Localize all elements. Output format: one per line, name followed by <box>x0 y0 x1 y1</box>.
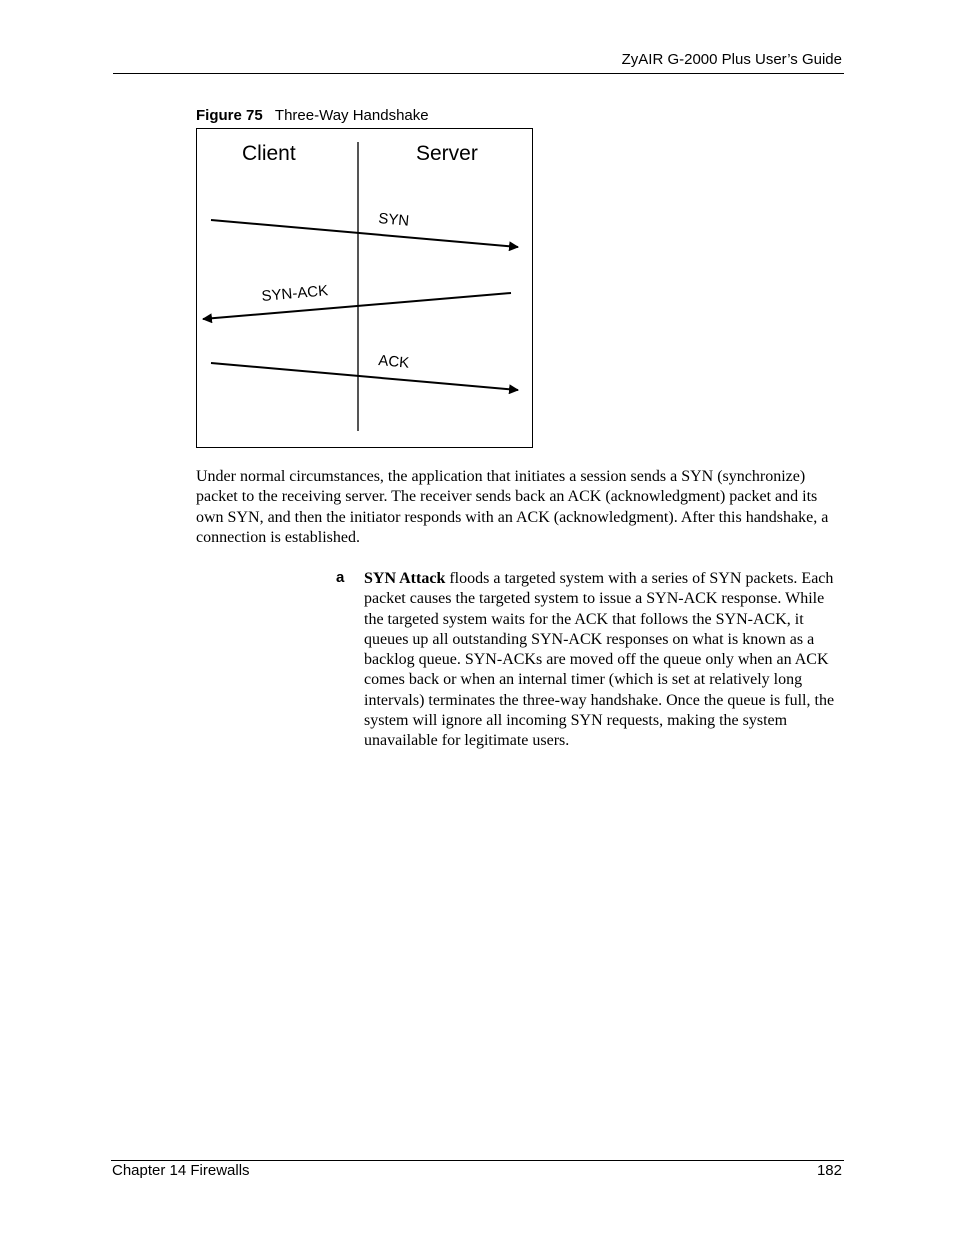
list-item-term: SYN Attack <box>364 570 446 587</box>
footer-page-number: 182 <box>816 1162 842 1179</box>
list-item-description: floods a targeted system with a series of SYN packets. Each packet causes the targeted system to issue a SYN-ACK response. While the targeted system waits for the ACK that follows the SYN-ACK, it queues up all outstanding SYN-ACK responses on what is known as a backlog queue. SYN-ACKs are moved off the queue only when an ACK comes back or when an internal timer (which is set at relatively long intervals) terminates the three-way handshake. Once the queue is full, the system will ignore all incoming SYN requests, making the system unavailable for legitimate users. <box>364 570 835 750</box>
client-label: Client <box>242 142 296 165</box>
figure-title: Three-Way Handshake <box>274 107 429 124</box>
syn-ack-label: SYN-ACK <box>260 282 329 305</box>
header-rule <box>113 73 844 74</box>
handshake-diagram-svg <box>197 129 532 447</box>
body-paragraph: Under normal circumstances, the application that initiates a session sends a SYN (synchronize) packet to the receiving server. The receiver sends back an ACK (acknowledgment) packet and its own SYN, and then the initiator responds with an ACK (acknowledgment). After this handshake, a connection is established. <box>196 468 829 546</box>
syn-label: SYN <box>377 210 410 230</box>
syn-arrow <box>211 220 518 247</box>
handshake-diagram <box>196 128 533 448</box>
ack-arrow <box>211 363 518 390</box>
figure-caption <box>196 107 429 124</box>
footer-rule <box>111 1160 844 1161</box>
running-header-title: ZyAIR G-2000 Plus User’s Guide <box>621 51 842 68</box>
list-marker: a <box>336 569 345 586</box>
list-item-syn-attack <box>364 569 840 752</box>
ack-label: ACK <box>377 352 410 372</box>
footer-chapter: Chapter 14 Firewalls <box>112 1162 250 1179</box>
server-label: Server <box>416 142 478 165</box>
figure-number: Figure 75 <box>196 107 263 124</box>
